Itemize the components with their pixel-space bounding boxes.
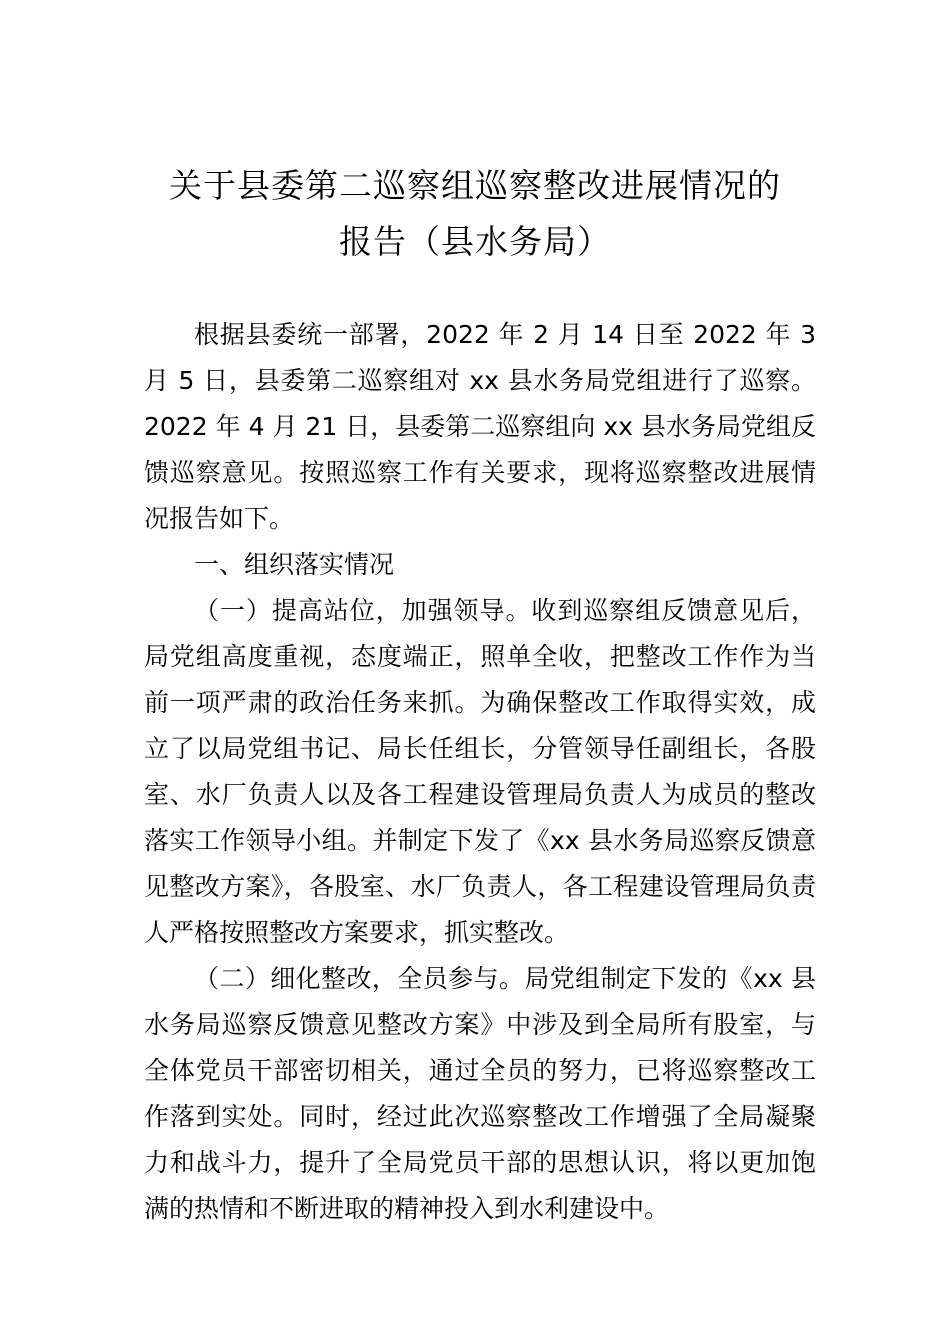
document-body — [144, 312, 816, 1232]
document-title — [120, 158, 830, 270]
section-heading: 一、组织落实情况 — [194, 550, 395, 579]
intro-paragraph: 根据县委统一部署，2022 年 2 月 14 日至 2022 年 3 月 5 日，县委第二巡察组对 xx 县水务局党组进行了巡察。2022 年 4 月 21 日，县委第二巡察组向 xx 县水务局党组反馈巡察意见。按照巡察工作有关要求，现将巡察整改进展情况报告如下。 — [144, 320, 816, 533]
title-line-1: 关于县委第二巡察组巡察整改进展情况的 — [169, 166, 781, 205]
body-paragraph: （一）提高站位，加强领导。收到巡察组反馈意见后，局党组高度重视，态度端正，照单全收，把整改工作作为当前一项严肃的政治任务来抓。为确保整改工作取得实效，成立了以局党组书记、局长任组长，分管领导任副组长，各股室、水厂负责人以及各工程建设管理局负责人为成员的整改落实工作领导小组。并制定下发了《xx 县水务局巡察反馈意见整改方案》，各股室、水厂负责人，各工程建设管理局负责人严格按照整改方案要求，抓实整改。 — [144, 596, 816, 947]
title-line-2: 报告（县水务局） — [339, 222, 611, 261]
body-paragraph: （二）细化整改，全员参与。局党组制定下发的《xx 县水务局巡察反馈意见整改方案》中涉及到全局所有股室，与 全体党员干部密切相关，通过全员的努力，已将巡察整改工作落到实处。同时，经过此次巡察整改工作增强了全局凝聚力和战斗力，提升了全局党员干部的思想认识，将以更加饱满的热情和不断进取的精神投入到水利建设中。 — [144, 964, 816, 1223]
